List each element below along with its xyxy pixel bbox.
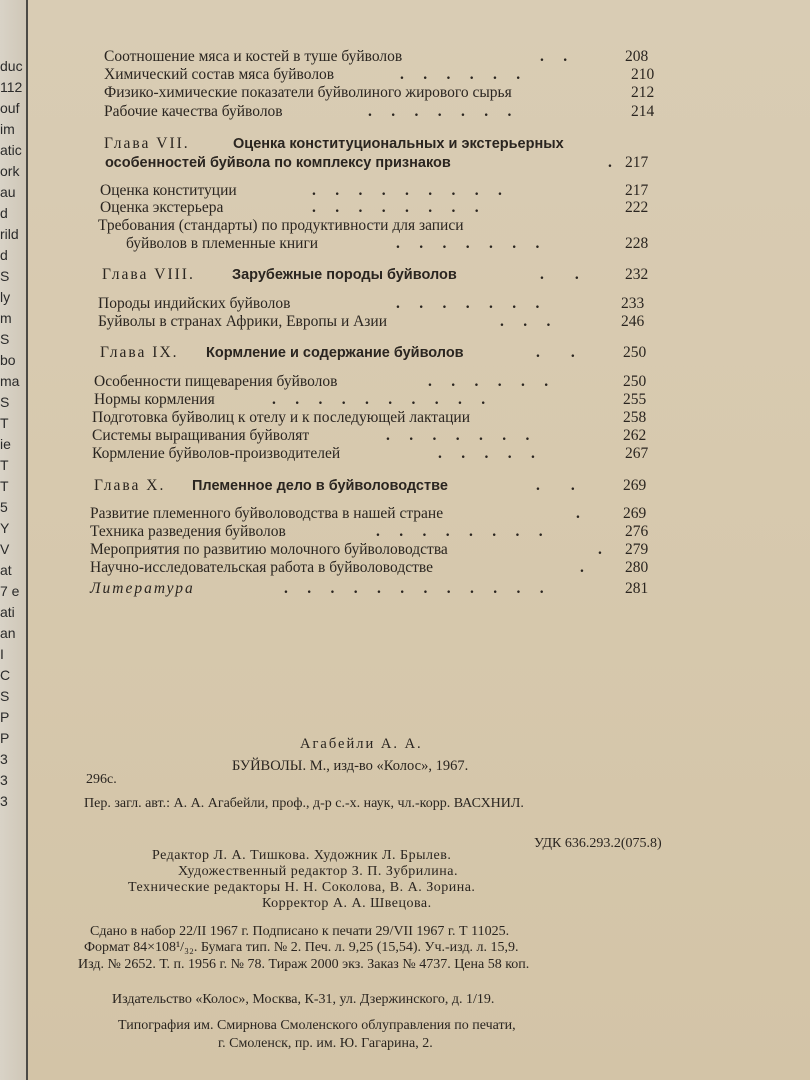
table-of-contents: Соотношение мяса и костей в туше буйволов . . 208 Химический состав мяса буйволов . . . . . . 210 Физико-химические показатели буйволиного жирового сырья 212 Рабочие качества буйволов . . . . . . . 214 Глава VII. Оценка конституциональных и экстерьерных особенностей буйвола по комплексу признаков . 217 Оценка конституции . . . . . . . . . 217 Оценка экстерьера . . . . . . . . 222 Требования (стандарты) по продуктивности для записи буйволов в племенные книги . . . . . . . 228 Глава VIII. Зарубежные породы буйволов . . 232 Породы индийских буйволов . . . . . . . 233 Буйволы в странах Африки, Европы и Азии . . . 246 Глава IX. Кормление и содержание буйволов . . 250 Особенности пищеварения буйволов . . . . . . 250 Нормы кормления . . . . . . . . . . 255 Подготовка буйволиц к отелу и к последующей лактации 258 Системы выращивания буйволят . . . . . . . 262 Кормление буйволов-производителей . . . . . 267 Глава X. Племенное дело в буйволоводстве . . 269 Развитие племенного буйволоводства в нашей стране . 269 Техника разведения буйволов . . . . . . . . 276 Мероприятия по развитию молочного буйволоводства . 279 Научно-исследовательская работа в буйволоводстве . 280 Литература . . . . . . . . . . . . 281 (90, 48, 655, 597)
adjacent-book-fragment: 7 e (0, 583, 20, 599)
adjacent-book-fragment: 3 (0, 772, 8, 788)
adjacent-book-fragment: T (0, 457, 9, 473)
imprint-printer-2: г. Смоленск, пр. им. Ю. Гагарина, 2. (218, 1036, 433, 1051)
chapter-title: Оценка конституциональных и экстерьерных (233, 136, 564, 152)
adjacent-book-fragment: I (0, 646, 4, 662)
chapter-page: 217 (625, 154, 649, 171)
chapter-number: Глава VII. (104, 135, 190, 152)
adjacent-book-fragment: ly (0, 289, 11, 305)
adjacent-book-fragment: d (0, 247, 8, 263)
chapter-title: Племенное дело в буйволоводстве (192, 478, 448, 494)
toc-entry-page: 267 (625, 445, 649, 462)
adjacent-book-fragment: S (0, 688, 10, 704)
adjacent-book-fragment: T (0, 478, 9, 494)
toc-entry-title: Техника разведения буйволов (90, 523, 286, 540)
adjacent-book-fragment: 3 (0, 793, 8, 809)
chapter-page: 269 (623, 477, 647, 494)
adjacent-book-fragment: ie (0, 436, 11, 452)
toc-entry-title: Требования (стандарты) по продуктивности для записи (98, 217, 464, 234)
adjacent-book-fragment: m (0, 310, 12, 326)
toc-entry-page: 217 (625, 182, 649, 199)
chapter-number: Глава X. (94, 477, 166, 494)
toc-entry-page: 280 (625, 559, 649, 576)
toc-entry-title: Особенности пищеварения буйволов (94, 373, 338, 390)
chapter-number: Глава VIII. (102, 266, 195, 283)
adjacent-book-fragment: d (0, 205, 8, 221)
toc-entry-title: Оценка конституции (100, 182, 237, 199)
adjacent-book-fragment: 112 (0, 79, 23, 95)
toc-entry-page: 276 (625, 523, 649, 540)
toc-entry-title: Мероприятия по развитию молочного буйволоводства (90, 541, 448, 558)
adjacent-book-fragment: ork (0, 163, 20, 179)
imprint-printer-1: Типография им. Смирнова Смоленского облуправления по печати, (118, 1018, 516, 1033)
adjacent-book-fragment: P (0, 730, 10, 746)
toc-entry-page: 269 (623, 505, 647, 522)
toc-entry-page: 281 (625, 580, 649, 597)
toc-entry-title: Литература (90, 580, 195, 597)
adjacent-book-fragment: atic (0, 142, 22, 158)
adjacent-book-fragment: P (0, 709, 10, 725)
adjacent-book-fragment: S (0, 268, 10, 284)
adjacent-book-fragment: S (0, 331, 10, 347)
imprint-publisher: Издательство «Колос», Москва, К-31, ул. Дзержинского, д. 1/19. (112, 992, 495, 1007)
toc-entry-page: 255 (623, 391, 647, 408)
adjacent-book-fragment: duc (0, 58, 23, 74)
adjacent-book-fragment: ati (0, 604, 15, 620)
chapter-number: Глава IX. (100, 344, 179, 361)
toc-entry-page: 258 (623, 409, 647, 426)
toc-entry-title: Кормление буйволов-производителей (92, 445, 341, 462)
adjacent-book-fragment: ma (0, 373, 20, 389)
chapter-title: Кормление и содержание буйволов (206, 345, 464, 361)
imprint-credits: Пер. загл. авт.: А. А. Агабейли, проф., д-р с.-х. наук, чл.-корр. ВАСХНИЛ. (84, 796, 524, 811)
toc-entry-page: 233 (621, 295, 645, 312)
adjacent-book-fragment: S (0, 394, 10, 410)
toc-entry-title: Системы выращивания буйволят (92, 427, 310, 444)
adjacent-book-fragment: C (0, 667, 11, 683)
toc-entry-page: 214 (631, 103, 655, 120)
adjacent-book-fragment: 3 (0, 751, 8, 767)
imprint-art-editor: Художественный редактор З. П. Зубрилина. (178, 864, 458, 879)
imprint-pages: 296с. (86, 772, 117, 787)
toc-entry-page: 250 (623, 373, 647, 390)
adjacent-book-fragment: T (0, 415, 9, 431)
toc-entry-page: 279 (625, 541, 649, 558)
adjacent-book-fragment: Y (0, 520, 10, 536)
toc-entry-page: 222 (625, 199, 649, 216)
toc-entry-title: Рабочие качества буйволов (104, 103, 283, 120)
toc-entry-title: Подготовка буйволиц к отелу и к последующей лактации (92, 409, 471, 426)
adjacent-book-fragment: an (0, 625, 16, 641)
toc-entry-page: 228 (625, 235, 649, 252)
adjacent-book-fragment: ouf (0, 100, 20, 116)
toc-entry-page: 246 (621, 313, 645, 330)
toc-entry-title: буйволов в племенные книги (126, 235, 319, 252)
chapter-page: 250 (623, 344, 647, 361)
imprint-tech-editors: Технические редакторы Н. Н. Соколова, В. А. Зорина. (128, 880, 476, 895)
adjacent-book-fragment: 5 (0, 499, 8, 515)
imprint-print-info-2: Формат 84×108¹/₃₂. Бумага тип. № 2. Печ. л. 9,25 (15,54). Уч.-изд. л. 15,9. (84, 940, 519, 955)
imprint-udk: УДК 636.293.2(075.8) (534, 836, 662, 851)
toc-entry-page: 262 (623, 427, 647, 444)
toc-entry-title: Нормы кормления (94, 391, 215, 408)
adjacent-book-fragment: rild (0, 226, 19, 242)
toc-entry-title: Соотношение мяса и костей в туше буйволов (104, 48, 403, 65)
toc-entry-page: 210 (631, 66, 655, 83)
imprint-title: БУЙВОЛЫ. М., изд-во «Колос», 1967. (232, 758, 469, 774)
book-page (28, 0, 810, 1080)
toc-entry-page: 212 (631, 84, 655, 101)
imprint-print-info-1: Сдано в набор 22/II 1967 г. Подписано к печати 29/VII 1967 г. Т 11025. (90, 924, 510, 939)
adjacent-book-fragment: V (0, 541, 10, 557)
adjacent-book-fragment: au (0, 184, 16, 200)
toc-entry-title: Буйволы в странах Африки, Европы и Азии (98, 313, 388, 330)
chapter-title: особенностей буйвола по комплексу признаков (105, 155, 451, 171)
adjacent-book-edge (0, 0, 28, 1080)
toc-entry-page: 208 (625, 48, 649, 65)
chapter-page: 232 (625, 266, 649, 283)
adjacent-book-fragment: at (0, 562, 12, 578)
adjacent-book-fragment: im (0, 121, 15, 137)
imprint-print-info-3: Изд. № 2652. Т. п. 1956 г. № 78. Тираж 2000 экз. Заказ № 4737. Цена 58 коп. (78, 957, 530, 972)
imprint-editor: Редактор Л. А. Тишкова. Художник Л. Брылев. (152, 848, 452, 863)
toc-entry-title: Физико-химические показатели буйволиного жирового сырья (104, 84, 512, 101)
chapter-title: Зарубежные породы буйволов (232, 267, 457, 283)
imprint-author: Агабейли А. А. (300, 736, 423, 752)
toc-entry-title: Научно-исследовательская работа в буйволоводстве (90, 559, 433, 576)
toc-entry-title: Химический состав мяса буйволов (104, 66, 335, 83)
toc-entry-title: Оценка экстерьера (100, 199, 224, 216)
adjacent-book-fragment: bo (0, 352, 16, 368)
toc-entry-title: Породы индийских буйволов (98, 295, 291, 312)
imprint-corrector: Корректор А. А. Швецова. (262, 896, 432, 911)
toc-entry-title: Развитие племенного буйволоводства в нашей стране (90, 505, 444, 522)
